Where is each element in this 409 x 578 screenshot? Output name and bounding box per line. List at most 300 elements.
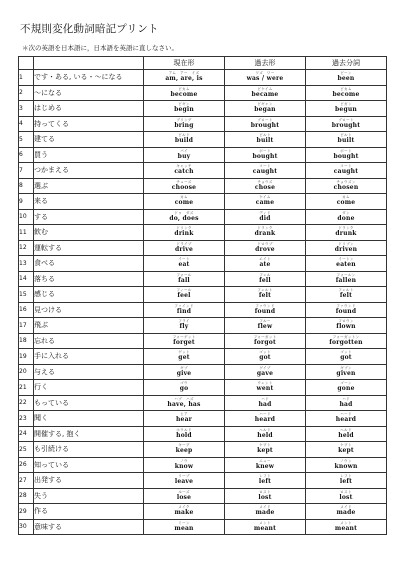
table-row (19, 349, 387, 365)
cell-past (225, 473, 306, 489)
present-word: get (178, 354, 190, 362)
present-reading: ハブ ハズ (174, 396, 194, 401)
row-number: 19 (19, 349, 34, 365)
row-number: 11 (19, 225, 34, 241)
past-participle-word: bought (333, 152, 359, 160)
row-number: 6 (19, 147, 34, 163)
past-participle-word: kept (338, 447, 354, 455)
row-meaning: です・ある, いる・～になる (34, 70, 144, 86)
table-row (19, 318, 387, 334)
row-meaning: つかまえる (34, 163, 144, 179)
past-participle-word: lost (339, 493, 353, 501)
row-meaning: する (34, 209, 144, 225)
row-meaning: も引続ける (34, 442, 144, 458)
cell-present (144, 488, 225, 504)
cell-past-participle (306, 364, 387, 380)
cell-past-participle (306, 116, 387, 132)
row-meaning: ～になる (34, 85, 144, 101)
present-reading: ギブ (180, 365, 188, 370)
table-row (19, 271, 387, 287)
row-meaning: 建てる (34, 132, 144, 148)
cell-past (225, 457, 306, 473)
cell-past (225, 380, 306, 396)
cell-past-participle (306, 271, 387, 287)
past-participle-reading: ドリブン (338, 241, 354, 246)
past-reading: メント (259, 520, 271, 525)
past-participle-reading: ボート (340, 148, 352, 153)
past-word: became (251, 90, 279, 98)
present-word: catch (174, 168, 194, 176)
past-participle-reading: ビガン (340, 102, 352, 107)
cell-past (225, 395, 306, 411)
past-word: felt (258, 292, 272, 300)
past-word: made (255, 509, 275, 517)
row-number: 10 (19, 209, 34, 225)
present-reading: キャッチ (176, 164, 192, 169)
row-meaning: 意味する (34, 519, 144, 535)
row-number: 16 (19, 302, 34, 318)
past-participle-word: fallen (335, 276, 357, 284)
row-meaning: 感じる (34, 287, 144, 303)
table-row (19, 488, 387, 504)
cell-past (225, 240, 306, 256)
past-reading: ビルト (259, 133, 271, 138)
table-row (19, 132, 387, 148)
present-reading: ビギン (178, 102, 190, 107)
past-participle-word: chosen (333, 183, 359, 191)
cell-past (225, 349, 306, 365)
present-word: become (170, 90, 198, 98)
past-participle-reading: ビルト (340, 133, 352, 138)
cell-past (225, 70, 306, 86)
past-participle-word: meant (334, 524, 358, 532)
row-number: 30 (19, 519, 34, 535)
present-reading: ミーン (178, 520, 190, 525)
cell-past-participle (306, 178, 387, 194)
past-word: went (256, 385, 274, 393)
row-number: 4 (19, 116, 34, 132)
row-number: 23 (19, 411, 34, 427)
cell-past-participle (306, 380, 387, 396)
present-word: am, are, is (165, 75, 203, 83)
cell-present (144, 116, 225, 132)
present-word: hear (175, 416, 193, 424)
row-number: 28 (19, 488, 34, 504)
present-word: drink (174, 230, 194, 238)
past-participle-word: found (335, 307, 357, 315)
table-row (19, 364, 387, 380)
cell-past-participle (306, 147, 387, 163)
cell-present (144, 132, 225, 148)
past-reading: フェルト (257, 288, 273, 293)
row-meaning: 行く (34, 380, 144, 396)
row-meaning: 買う (34, 147, 144, 163)
cell-past (225, 411, 306, 427)
cell-present (144, 519, 225, 535)
row-number: 21 (19, 380, 34, 396)
present-word: mean (174, 524, 194, 532)
past-word: was / were (246, 75, 284, 83)
cell-past (225, 364, 306, 380)
past-participle-word: forgotten (329, 338, 363, 346)
cell-past (225, 209, 306, 225)
cell-past (225, 132, 306, 148)
past-participle-word: given (336, 369, 356, 377)
cell-past-participle (306, 209, 387, 225)
row-number: 27 (19, 473, 34, 489)
cell-past (225, 178, 306, 194)
past-participle-word: felt (339, 292, 353, 300)
past-reading: ヘルド (259, 427, 271, 432)
past-participle-reading: チョウズン (336, 179, 356, 184)
cell-present (144, 318, 225, 334)
row-meaning: 食べる (34, 256, 144, 272)
cell-past-participle (306, 225, 387, 241)
past-participle-word: gone (337, 385, 355, 393)
present-reading: ドゥ ダズ (174, 210, 194, 215)
past-word: had (258, 400, 272, 408)
past-participle-reading: ハド (342, 396, 350, 401)
past-word: drove (255, 245, 275, 253)
past-word: drank (254, 230, 276, 238)
table-row (19, 194, 387, 210)
present-word: build (174, 137, 194, 145)
present-reading: ホウルド (176, 427, 192, 432)
present-reading: ドリンク (176, 226, 192, 231)
row-meaning: 開催する, 抱く (34, 426, 144, 442)
row-meaning: 見つける (34, 302, 144, 318)
table-header-row (19, 57, 387, 70)
past-participle-reading: ゴーン (340, 381, 352, 386)
cell-past (225, 101, 306, 117)
cell-present (144, 209, 225, 225)
table-row (19, 240, 387, 256)
row-number: 3 (19, 101, 34, 117)
table-row (19, 504, 387, 520)
present-reading: メイク (178, 505, 190, 510)
past-participle-reading: ブロート (338, 117, 354, 122)
row-meaning: 知っている (34, 457, 144, 473)
past-participle-word: heard (335, 416, 357, 424)
past-word: came (255, 199, 275, 207)
header-present: 現在形 (144, 57, 225, 70)
present-reading: バイ (180, 148, 188, 153)
past-participle-reading: ビーン (340, 71, 352, 76)
present-word: forget (173, 338, 195, 346)
table-row (19, 85, 387, 101)
present-reading: フライ (178, 319, 190, 324)
past-participle-reading: カム (342, 195, 350, 200)
header-past-participle: 過去分詞 (306, 57, 387, 70)
present-reading: ヒア (180, 412, 188, 417)
past-reading: チョウズ (257, 179, 273, 184)
row-meaning: 出発する (34, 473, 144, 489)
past-word: bought (252, 152, 278, 160)
past-word: fell (259, 276, 271, 284)
present-reading: ドライブ (176, 241, 192, 246)
past-participle-word: made (336, 509, 356, 517)
past-word: heard (254, 416, 276, 424)
past-word: kept (257, 447, 273, 455)
past-participle-reading: ヘルド (340, 427, 352, 432)
past-word: ate (259, 261, 271, 269)
past-participle-word: done (337, 214, 355, 222)
cell-past (225, 302, 306, 318)
past-reading: エイト (259, 257, 271, 262)
past-participle-word: got (340, 354, 352, 362)
table-row (19, 225, 387, 241)
table-row (19, 380, 387, 396)
present-reading: リーブ (178, 474, 190, 479)
present-word: eat (178, 261, 190, 269)
past-reading: コート (259, 164, 271, 169)
row-meaning: 忘れる (34, 333, 144, 349)
present-reading: フィール (176, 288, 192, 293)
present-word: buy (177, 152, 191, 160)
present-word: find (176, 307, 192, 315)
cell-past (225, 504, 306, 520)
row-meaning: 手に入れる (34, 349, 144, 365)
past-participle-reading: ビカム (340, 86, 352, 91)
present-reading: アム アー イズ (168, 71, 200, 76)
cell-present (144, 426, 225, 442)
cell-past (225, 194, 306, 210)
cell-present (144, 163, 225, 179)
past-reading: ハド (261, 396, 269, 401)
past-word: lost (258, 493, 272, 501)
table-row (19, 70, 387, 86)
past-word: brought (250, 121, 280, 129)
cell-present (144, 101, 225, 117)
past-participle-reading: フェルト (338, 288, 354, 293)
cell-present (144, 194, 225, 210)
past-participle-reading: メイド (340, 505, 352, 510)
present-word: lose (176, 493, 192, 501)
cell-past-participle (306, 504, 387, 520)
row-number: 18 (19, 333, 34, 349)
row-number: 17 (19, 318, 34, 334)
past-word: gave (256, 369, 274, 377)
past-participle-word: driven (334, 245, 358, 253)
past-reading: フォーガット (253, 334, 277, 339)
cell-past-participle (306, 411, 387, 427)
cell-past (225, 426, 306, 442)
cell-present (144, 411, 225, 427)
past-participle-word: drunk (335, 230, 357, 238)
past-participle-word: come (336, 199, 356, 207)
row-meaning: 来る (34, 194, 144, 210)
cell-past-participle (306, 426, 387, 442)
row-meaning: 失う (34, 488, 144, 504)
row-meaning: 持ってくる (34, 116, 144, 132)
cell-present (144, 178, 225, 194)
cell-present (144, 380, 225, 396)
past-participle-reading: フロウン (338, 319, 354, 324)
row-number: 26 (19, 457, 34, 473)
row-number: 8 (19, 178, 34, 194)
present-word: choose (171, 183, 197, 191)
present-word: have, has (167, 400, 201, 408)
table-row (19, 473, 387, 489)
cell-past-participle (306, 287, 387, 303)
row-meaning: 選ぶ (34, 178, 144, 194)
present-word: go (179, 385, 189, 393)
row-meaning: 聞く (34, 411, 144, 427)
present-reading: ビルド (178, 133, 190, 138)
row-meaning: はじめる (34, 101, 144, 117)
row-number: 13 (19, 256, 34, 272)
verb-table (18, 56, 387, 535)
row-number: 14 (19, 271, 34, 287)
past-word: left (258, 478, 272, 486)
cell-present (144, 225, 225, 241)
past-participle-word: begun (335, 106, 357, 114)
past-participle-reading: フォーガットン (332, 334, 360, 339)
row-number: 29 (19, 504, 34, 520)
present-reading: ファインド (174, 303, 194, 308)
row-number: 22 (19, 395, 34, 411)
past-word: forgot (254, 338, 276, 346)
table-row (19, 302, 387, 318)
present-word: leave (174, 478, 194, 486)
present-reading: フォール (176, 272, 192, 277)
row-meaning: もっている (34, 395, 144, 411)
table-row (19, 411, 387, 427)
present-reading: キープ (178, 443, 190, 448)
cell-present (144, 442, 225, 458)
row-number: 2 (19, 85, 34, 101)
cell-past-participle (306, 333, 387, 349)
past-reading: フルー (259, 319, 271, 324)
present-word: give (176, 369, 192, 377)
present-word: bring (174, 121, 194, 129)
cell-past-participle (306, 163, 387, 179)
cell-present (144, 256, 225, 272)
past-reading: ゴット (259, 350, 271, 355)
present-reading: ブリング (176, 117, 192, 122)
past-participle-word: caught (333, 168, 359, 176)
past-participle-reading: ファウンド (336, 303, 356, 308)
header-meaning (34, 57, 144, 70)
cell-past (225, 488, 306, 504)
row-meaning: 運転する (34, 240, 144, 256)
present-word: feel (177, 292, 191, 300)
cell-past (225, 442, 306, 458)
instruction-text: ＊次の英語を日本語に，日本語を英語に直しなさい。 (22, 44, 178, 52)
cell-past (225, 256, 306, 272)
table-row (19, 395, 387, 411)
row-meaning: 落ちる (34, 271, 144, 287)
cell-present (144, 349, 225, 365)
past-reading: ファウンド (255, 303, 275, 308)
past-reading: ビケイム (257, 86, 273, 91)
past-participle-reading: メント (340, 520, 352, 525)
cell-past (225, 85, 306, 101)
cell-present (144, 473, 225, 489)
cell-present (144, 457, 225, 473)
past-reading: ニュー (259, 458, 271, 463)
past-participle-reading: ゴット (340, 350, 352, 355)
past-reading: ビギャン (257, 102, 273, 107)
past-reading: ウェント (257, 381, 273, 386)
past-participle-word: become (332, 90, 360, 98)
cell-present (144, 504, 225, 520)
past-reading: ブロート (257, 117, 273, 122)
past-participle-word: known (334, 462, 358, 470)
past-participle-word: been (337, 75, 355, 83)
row-meaning: 飛ぶ (34, 318, 144, 334)
row-number: 20 (19, 364, 34, 380)
present-reading: カム (180, 195, 188, 200)
past-participle-word: flown (336, 323, 356, 331)
past-participle-reading: ロスト (340, 489, 352, 494)
past-reading: ケイム (259, 195, 271, 200)
row-meaning: 飲む (34, 225, 144, 241)
cell-past-participle (306, 519, 387, 535)
row-meaning: 与える (34, 364, 144, 380)
cell-past (225, 163, 306, 179)
cell-past-participle (306, 194, 387, 210)
past-participle-reading: ハード (340, 412, 352, 417)
table-row (19, 256, 387, 272)
present-word: make (174, 509, 194, 517)
present-word: drive (175, 245, 193, 253)
past-participle-word: built (337, 137, 355, 145)
past-participle-reading: コート (340, 164, 352, 169)
table-row (19, 519, 387, 535)
present-reading: ゲット (178, 350, 190, 355)
past-participle-reading: ドランク (338, 226, 354, 231)
present-reading: ゴウ (180, 381, 188, 386)
present-word: do, does (169, 214, 199, 222)
cell-past (225, 271, 306, 287)
past-word: got (259, 354, 271, 362)
table-row (19, 163, 387, 179)
table-row (19, 178, 387, 194)
cell-present (144, 70, 225, 86)
past-word: caught (252, 168, 278, 176)
present-reading: イート (178, 257, 190, 262)
cell-past (225, 116, 306, 132)
table-row (19, 287, 387, 303)
header-past: 過去形 (225, 57, 306, 70)
past-reading: ドロウブ (257, 241, 273, 246)
past-participle-word: held (338, 431, 354, 439)
past-reading: ボート (259, 148, 271, 153)
past-word: meant (253, 524, 277, 532)
past-reading: フェル (259, 272, 271, 277)
cell-past (225, 287, 306, 303)
present-word: begin (174, 106, 194, 114)
cell-past-participle (306, 240, 387, 256)
cell-past-participle (306, 473, 387, 489)
past-participle-reading: ノウン (340, 458, 352, 463)
cell-past-participle (306, 349, 387, 365)
table-row (19, 101, 387, 117)
cell-present (144, 147, 225, 163)
row-number: 24 (19, 426, 34, 442)
row-number: 25 (19, 442, 34, 458)
page-title: 不規則変化動詞暗記プリント (20, 23, 159, 35)
cell-past-participle (306, 302, 387, 318)
past-participle-word: eaten (336, 261, 356, 269)
header-number (19, 57, 34, 70)
past-reading: ゲイブ (259, 365, 271, 370)
past-reading: メイド (259, 505, 271, 510)
row-number: 9 (19, 194, 34, 210)
table-row (19, 426, 387, 442)
present-word: keep (175, 447, 193, 455)
